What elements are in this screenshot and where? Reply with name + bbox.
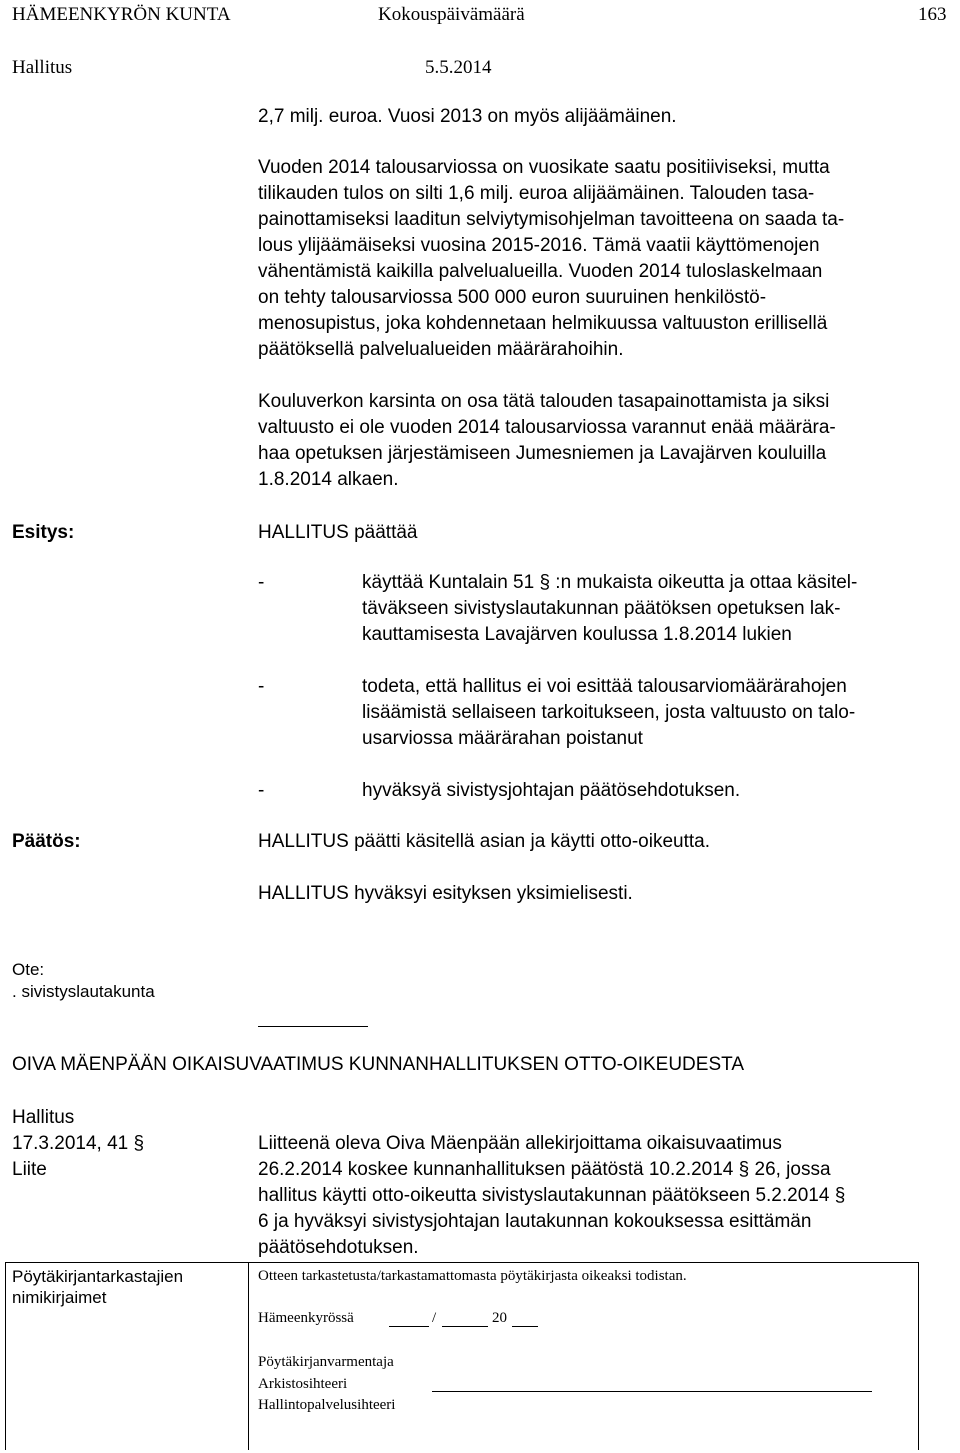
body-name: Hallitus <box>12 57 73 78</box>
esitys-lead: HALLITUS päättää <box>258 522 418 543</box>
text-line: Vuoden 2014 talousarviossa on vuosikate saatu positiiviseksi, mutta <box>258 157 830 178</box>
esitys-item-3: hyväksyä sivistysjohtajan päätösehdotuksen. <box>362 780 741 801</box>
municipality-name: HÄMEENKYRÖN KUNTA <box>12 4 231 25</box>
footer-month-blank <box>442 1326 488 1327</box>
intro-paragraph-3 <box>258 389 836 493</box>
reference-date: 17.3.2014, 41 § <box>12 1133 145 1154</box>
esitys-dash-1: - <box>258 572 265 593</box>
footer-date-slash: / <box>432 1310 437 1326</box>
esitys-dash-3: - <box>258 780 265 801</box>
footer-right-rule <box>918 1262 919 1450</box>
page-number: 163 <box>918 4 947 25</box>
text-line: vähentämistä kaikilla palvelualueilla. Vuoden 2014 tuloslaskelmaan <box>258 261 823 282</box>
footer-archivist: Arkistosihteeri <box>258 1376 348 1392</box>
footer-certify-text: Otteen tarkastetusta/tarkastamattomasta pöytäkirjasta oikeaksi todistan. <box>258 1268 687 1284</box>
text-line: lous ylijäämäiseksi vuosina 2015-2016. Tämä vaatii käyttömenojen <box>258 235 820 256</box>
footer-admin-secretary: Hallintopalvelusihteeri <box>258 1397 396 1413</box>
esitys-item-1: käyttää Kuntalain 51 § :n mukaista oikeutta ja ottaa käsitel- täväkseen sivistyslautakunnan päätöksen opetuksen lak- kauttamisesta Lavajärven koulussa 1.8.2014 lukien <box>362 572 858 645</box>
text-line: on tehty talousarviossa 500 000 euron suuruinen henkilöstö- <box>258 287 767 308</box>
intro-paragraph-2 <box>258 155 844 363</box>
reference-left <box>12 1105 144 1183</box>
ote-label: Ote: <box>12 960 45 979</box>
footer-divider-rule <box>248 1262 249 1450</box>
text-line: 1.8.2014 alkaen. <box>258 469 399 490</box>
text-line: tilikauden tulos on silti 1,6 milj. euroa alijäämäinen. Talouden tasa- <box>258 183 815 204</box>
intro-paragraph-1: 2,7 milj. euroa. Vuosi 2013 on myös alijäämäinen. <box>258 106 677 127</box>
footer-place: Hämeenkyrössä <box>258 1310 354 1326</box>
esitys-dash-2: - <box>258 676 265 697</box>
text-line: valtuusto ei ole vuoden 2014 talousarviossa varannut enää määrära- <box>258 417 836 438</box>
footer-signature-line <box>432 1391 872 1392</box>
text-line: haa opetuksen järjestämiseen Jumesniemen ja Lavajärven kouluilla <box>258 443 827 464</box>
reference-body: Hallitus <box>12 1107 75 1128</box>
text-line: menosupistus, joka kohdennetaan helmikuussa valtuuston erillisellä <box>258 313 828 334</box>
section-title: OIVA MÄENPÄÄN OIKAISUVAATIMUS KUNNANHALLITUKSEN OTTO-OIKEUDESTA <box>12 1054 744 1075</box>
text-line: painottamiseksi laaditun selviytymisohjelman tavoitteena on saada ta- <box>258 209 845 230</box>
reference-text: Liitteenä oleva Oiva Mäenpään allekirjoittama oikaisuvaatimus 26.2.2014 koskee kunnanhallituksen päätöstä 10.2.2014 § 26, jossa hallitus käytti otto-oikeutta sivistyslautakunnan päätökseen 5.2.2014 § 6 ja hyväksyi sivistysjohtajan lautakunnan kokouksessa esittämän päätösehdotuksen. <box>258 1133 846 1258</box>
paatos-line-1: HALLITUS päätti käsitellä asian ja käytti otto-oikeutta. <box>258 831 711 852</box>
date-label: Kokouspäivämäärä <box>378 4 525 25</box>
meeting-date: 5.5.2014 <box>425 57 492 78</box>
section-separator <box>258 1026 368 1027</box>
text-line: päätöksellä palvelualueiden määrärahoihin. <box>258 339 624 360</box>
footer-year-prefix: 20 <box>492 1310 507 1326</box>
paatos-label: Päätös: <box>12 831 81 852</box>
footer-signer-role: Pöytäkirjanvarmentaja <box>258 1354 394 1370</box>
reference-type: Liite <box>12 1159 47 1180</box>
footer-year-blank <box>512 1326 538 1327</box>
footer-left-rule <box>5 1262 6 1450</box>
ote-recipient: . sivistyslautakunta <box>12 982 155 1001</box>
footer-top-rule <box>5 1262 919 1263</box>
footer-initials-label: nimikirjaimet <box>12 1288 107 1307</box>
esitys-item-2: todeta, että hallitus ei voi esittää talousarviomäärärahojen lisäämistä sellaiseen tarkoitukseen, josta valtuusto on talo- usarviossa määrärahan poistanut <box>362 676 856 749</box>
esitys-label: Esitys: <box>12 522 75 543</box>
footer-day-blank <box>389 1326 429 1327</box>
paatos-line-2: HALLITUS hyväksyi esityksen yksimielisesti. <box>258 883 633 904</box>
footer-inspectors-title: Pöytäkirjantarkastajien <box>12 1267 184 1286</box>
text-line: Kouluverkon karsinta on osa tätä talouden tasapainottamista ja siksi <box>258 391 830 412</box>
